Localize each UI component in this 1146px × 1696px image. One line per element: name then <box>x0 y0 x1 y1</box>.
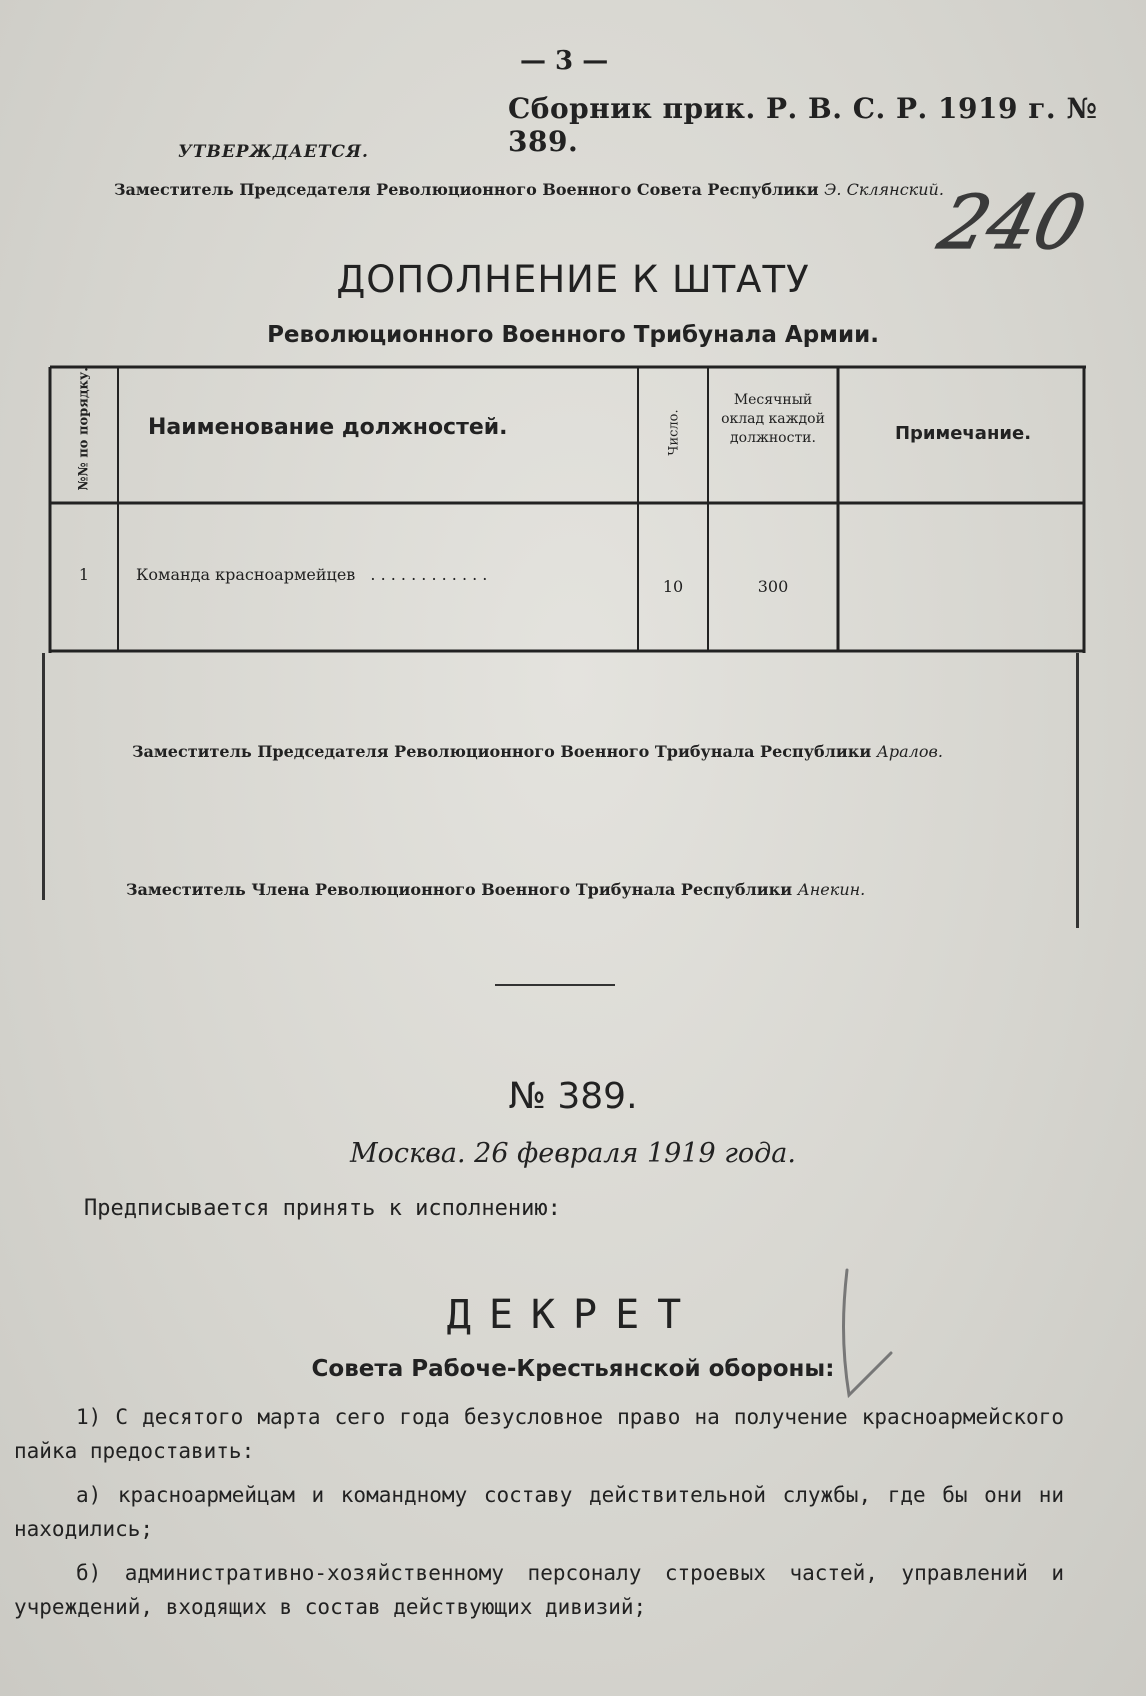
order-date: Москва. 26 февраля 1919 года. <box>350 1138 796 1169</box>
approver-line <box>114 180 944 199</box>
pencil-check-mark <box>835 1265 895 1405</box>
header-count: Число. <box>666 409 682 456</box>
frame-left-line <box>42 653 45 900</box>
order-number: № 389. <box>508 1076 638 1117</box>
decree-paragraph-b: б) административно-хозяйственному персоналу строевых частей, управлений и учреждений, входящих в состав действующих дивизий; <box>14 1561 1064 1619</box>
decree-title: ДЕКРЕТ <box>446 1292 700 1338</box>
header-name: Наименование должностей. <box>148 415 508 440</box>
row-count: 10 <box>662 577 684 596</box>
row-name-leader: . . . . . . . . . . . . <box>370 565 488 584</box>
handwritten-number <box>931 170 1100 270</box>
table-grid <box>48 365 1088 653</box>
decree-paragraph-1: 1) С десятого марта сего года безусловное право на получение красноармейского пайка предоставить: <box>14 1405 1064 1463</box>
section-divider <box>495 984 615 986</box>
decree-paragraph-a: а) красноармейцам и командному составу действительной службы, где бы они ни находились; <box>14 1483 1064 1541</box>
signature-2-name: Анекин. <box>797 880 866 899</box>
signature-2-position: Заместитель Члена Революционного Военного Трибунала Республики <box>126 880 793 899</box>
row-num: 1 <box>78 565 90 584</box>
row-name-text: Команда красноармейцев <box>136 565 356 584</box>
frame-right-line <box>1076 653 1079 928</box>
header-note: Примечание. <box>894 423 1032 444</box>
collection-title: Сборник прик. Р. В. С. Р. 1919 г. № 389. <box>508 92 1098 158</box>
signature-1 <box>132 742 943 761</box>
decree-subtitle: Совета Рабоче-Крестьянской обороны: <box>311 1356 835 1382</box>
approval-label: УТВЕРЖДАЕТСЯ. <box>178 142 369 162</box>
staff-table <box>48 365 1088 653</box>
header-salary: Месячный оклад каждой должности. <box>721 392 825 446</box>
handwritten-number-text: 240 <box>931 179 1094 266</box>
page-number: — 3 — <box>520 46 609 76</box>
addendum-subtitle: Революционного Военного Трибунала Армии. <box>267 322 879 348</box>
signature-2 <box>126 880 865 899</box>
row-name <box>136 565 636 584</box>
row-salary: 300 <box>757 577 789 596</box>
approver-position: Заместитель Председателя Революционного Военного Совета Республики <box>114 180 819 199</box>
addendum-title: ДОПОЛНЕНИЕ К ШТАТУ <box>336 258 810 301</box>
header-num: №№ по порядку. <box>76 367 92 491</box>
approver-name: Э. Склянский. <box>824 180 944 199</box>
order-prescribed: Предписывается принять к исполнению: <box>84 1196 561 1221</box>
signature-1-position: Заместитель Председателя Революционного Военного Трибунала Республики <box>132 742 872 761</box>
signature-1-name: Аралов. <box>876 742 943 761</box>
